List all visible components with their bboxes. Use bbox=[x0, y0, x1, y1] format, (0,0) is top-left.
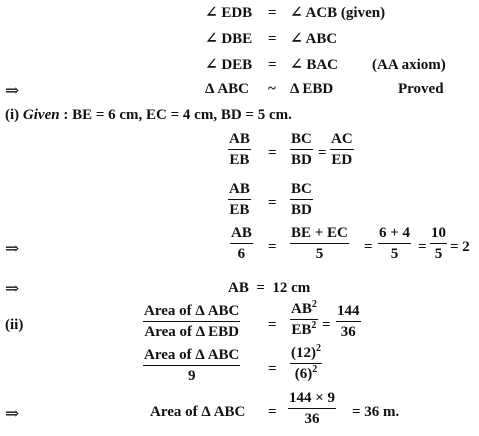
eq6-fraction-1 bbox=[143, 348, 240, 384]
eq6-f2-num: $(12)^2$ bbox=[291, 343, 321, 361]
eq3-fraction-4 bbox=[430, 226, 447, 262]
part-ii-label: (ii) bbox=[5, 317, 24, 333]
eq7-lhs: Area of Δ ABC bbox=[150, 404, 246, 420]
eq3-result: = 2 bbox=[450, 239, 470, 255]
eq3-fraction-3 bbox=[378, 226, 411, 262]
eq3-f4-den: 5 bbox=[434, 246, 443, 262]
eq7-fraction bbox=[288, 391, 336, 427]
eq2-f1-num: AB bbox=[229, 181, 250, 197]
row2-eq: = bbox=[268, 31, 277, 47]
eq1-f1-num: AB bbox=[229, 131, 250, 147]
eq6-equals: = bbox=[268, 361, 277, 377]
given-text: : BE = 6 cm, EC = 4 cm, BD = 5 cm. bbox=[59, 107, 292, 123]
eq2-equals: = bbox=[268, 195, 277, 211]
eq5-f2-den: $EB^2$ bbox=[291, 320, 317, 338]
eq3-equals-3: = bbox=[418, 239, 427, 255]
eq5-fraction-2 bbox=[290, 299, 318, 338]
eq2-f2-num: BC bbox=[291, 181, 312, 197]
eq6-f1-num: Area of Δ ABC bbox=[144, 347, 240, 363]
implies-arrow: ⇒ bbox=[5, 239, 20, 258]
eq1-equals-2: = bbox=[318, 145, 327, 161]
eq7-result: = 36 m. bbox=[352, 404, 400, 420]
eq1-fraction-3 bbox=[330, 132, 354, 168]
row1-eq: = bbox=[268, 5, 277, 21]
eq5-f2-num: $AB^2$ bbox=[291, 299, 317, 317]
implies-arrow: ⇒ bbox=[5, 279, 20, 298]
row4-rhs: Δ EBD bbox=[290, 81, 334, 97]
eq1-f3-den: ED bbox=[331, 152, 353, 168]
eq2-fraction-2 bbox=[290, 182, 313, 218]
row4-lhs: Δ ABC bbox=[205, 81, 249, 97]
eq4-text: AB = 12 cm bbox=[228, 280, 311, 296]
eq3-f2-num: BE + EC bbox=[291, 225, 348, 241]
row3-note: (AA axiom) bbox=[372, 57, 446, 73]
eq5-fraction-1 bbox=[143, 304, 240, 340]
row4-sim: ~ bbox=[268, 81, 276, 97]
row1-rhs: ∠ ACB (given) bbox=[290, 5, 386, 21]
eq1-f2-den: BD bbox=[291, 152, 312, 168]
implies-arrow: ⇒ bbox=[5, 81, 20, 100]
eq3-fraction-1 bbox=[230, 226, 253, 262]
eq3-f2-den: 5 bbox=[315, 246, 324, 262]
given-label: (i) bbox=[5, 107, 23, 123]
eq3-equals-1: = bbox=[268, 239, 277, 255]
eq5-equals-1: = bbox=[268, 317, 277, 333]
given-word: Given bbox=[22, 107, 60, 123]
eq3-f4-num: 10 bbox=[431, 225, 446, 241]
eq5-f1-den: Area of Δ EBD bbox=[144, 324, 239, 340]
eq3-f1-num: AB bbox=[231, 225, 252, 241]
eq1-f1-den: EB bbox=[229, 152, 250, 168]
eq2-fraction-1 bbox=[228, 182, 251, 218]
eq2-f1-den: EB bbox=[229, 202, 250, 218]
eq3-f1-den: 6 bbox=[237, 246, 246, 262]
eq3-f3-den: 5 bbox=[390, 246, 399, 262]
eq7-num: 144 × 9 bbox=[289, 390, 336, 406]
eq1-fraction-1 bbox=[228, 132, 251, 168]
eq6-f1-den: 9 bbox=[187, 368, 196, 384]
row2-rhs: ∠ ABC bbox=[290, 31, 338, 47]
row3-rhs: ∠ BAC bbox=[290, 57, 338, 73]
eq5-fraction-3 bbox=[336, 304, 361, 340]
row3-eq: = bbox=[268, 57, 277, 73]
eq7-equals: = bbox=[268, 404, 277, 420]
eq3-equals-2: = bbox=[364, 239, 373, 255]
eq1-equals-1: = bbox=[268, 145, 277, 161]
eq5-f1-num: Area of Δ ABC bbox=[144, 303, 240, 319]
implies-arrow: ⇒ bbox=[5, 404, 20, 423]
eq1-fraction-2 bbox=[290, 132, 313, 168]
row2-lhs: ∠ DBE bbox=[205, 31, 253, 47]
eq1-f2-num: BC bbox=[291, 131, 312, 147]
eq2-f2-den: BD bbox=[291, 202, 312, 218]
row1-lhs: ∠ EDB bbox=[205, 5, 253, 21]
given-line bbox=[5, 108, 292, 123]
eq5-f3-num: 144 bbox=[337, 303, 360, 319]
eq1-f3-num: AC bbox=[331, 131, 353, 147]
eq3-f3-num: 6 + 4 bbox=[379, 225, 411, 241]
eq6-fraction-2 bbox=[290, 343, 322, 382]
eq5-f3-den: 36 bbox=[340, 324, 356, 340]
eq7-den: 36 bbox=[304, 411, 320, 427]
proved-label: Proved bbox=[398, 81, 444, 97]
eq3-fraction-2 bbox=[290, 226, 349, 262]
row3-lhs: ∠ DEB bbox=[205, 57, 253, 73]
eq5-equals-2: = bbox=[322, 317, 331, 333]
eq6-f2-den: $(6)^2$ bbox=[294, 364, 318, 382]
